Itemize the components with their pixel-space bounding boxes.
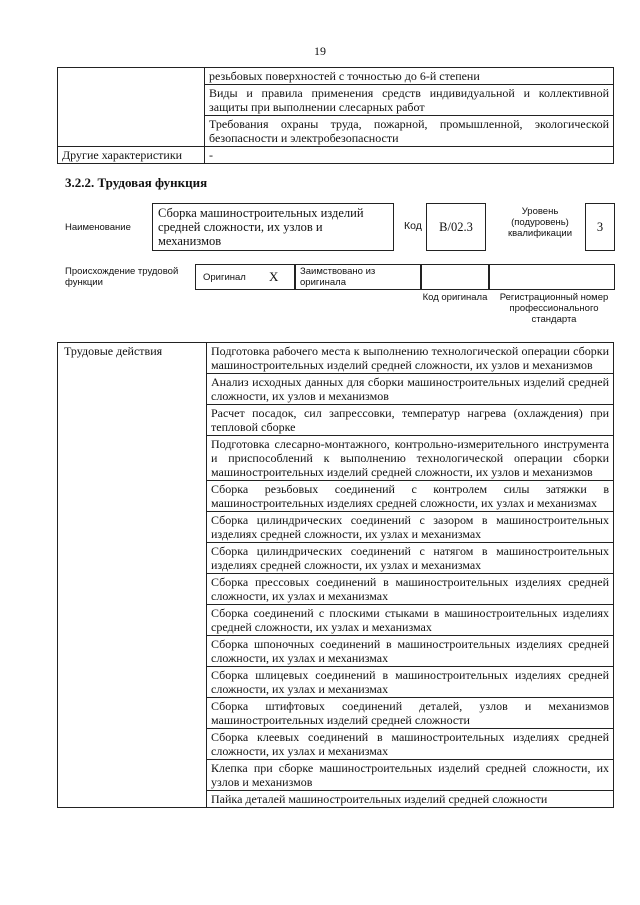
registration-number-cell xyxy=(489,264,615,290)
qualification-level-value: 3 xyxy=(585,203,615,251)
labor-action-item: Сборка соединений с плоскими стыками в машиностроительных изделиях средней сложности, их узлах и механизмах xyxy=(207,605,614,636)
labor-action-item: Сборка цилиндрических соединений с натягом в машиностроительных изделиях средней сложности, их узлах и механизмах xyxy=(207,543,614,574)
origin-label: Происхождение трудовой функции xyxy=(65,266,179,288)
code-original-cell xyxy=(421,264,489,290)
registration-number-label: Регистрационный номер профессионального стандарта xyxy=(499,292,609,325)
labor-action-item: Сборка прессовых соединений в машиностроительных изделиях средней сложности, их узлах и механизмах xyxy=(207,574,614,605)
requirements-table xyxy=(57,67,614,164)
labor-action-item: Клепка при сборке машиностроительных изделий средней сложности, их узлов и механизмов xyxy=(207,760,614,791)
empty-label-cell xyxy=(58,68,205,147)
requirement-text: Виды и правила применения средств индивидуальной и коллективной защиты при выполнении слесарных работ xyxy=(205,85,614,116)
table-row xyxy=(58,343,614,374)
requirement-text: резьбовых поверхностей с точностью до 6-й степени xyxy=(205,68,614,85)
labor-action-item: Сборка резьбовых соединений с контролем силы затяжки в машиностроительных изделиях средней сложности, их узлах и механизмах xyxy=(207,481,614,512)
requirement-text: Требования охраны труда, пожарной, промышленной, экологической безопасности и электробезопасности xyxy=(205,116,614,147)
table-row xyxy=(58,147,614,164)
labor-action-item: Расчет посадок, сил запрессовки, температур нагрева (охлаждения) при тепловой сборке xyxy=(207,405,614,436)
labor-action-item: Сборка штифтовых соединений деталей, узлов и механизмов машиностроительных изделий средней сложности xyxy=(207,698,614,729)
labor-actions-table xyxy=(57,342,614,808)
page-number: 19 xyxy=(314,44,326,58)
function-code: B/02.3 xyxy=(426,203,486,251)
labor-action-item: Пайка деталей машиностроительных изделий средней сложности xyxy=(207,791,614,808)
other-characteristics-label: Другие характеристики xyxy=(58,147,205,164)
original-cell xyxy=(195,264,295,290)
borrowed-label: Заимствовано из оригинала xyxy=(300,266,376,288)
borrowed-cell xyxy=(295,264,421,290)
section-heading: 3.2.2. Трудовая функция xyxy=(65,175,208,190)
other-characteristics-value: - xyxy=(205,147,614,164)
labor-action-item: Анализ исходных данных для сборки машиностроительных изделий средней сложности, их узлов и механизмов xyxy=(207,374,614,405)
labor-action-item: Сборка шлицевых соединений в машиностроительных изделиях средней сложности, их узлах и механизмах xyxy=(207,667,614,698)
table-row xyxy=(58,68,614,85)
code-original-label: Код оригинала xyxy=(422,292,488,303)
labor-action-item: Подготовка рабочего места к выполнению технологической операции сборки машиностроительных изделий средней сложности, их узлов и механизмов xyxy=(207,343,614,374)
labor-action-item: Сборка цилиндрических соединений с зазором в машиностроительных изделиях средней сложности, их узлах и механизмах xyxy=(207,512,614,543)
labor-action-item: Сборка шпоночных соединений в машиностроительных изделиях средней сложности, их узлах и механизмах xyxy=(207,636,614,667)
name-label: Наименование xyxy=(65,222,131,233)
original-mark: X xyxy=(269,269,279,284)
original-label: Оригинал xyxy=(203,272,246,283)
labor-actions-label: Трудовые действия xyxy=(58,343,207,808)
labor-action-item: Сборка клеевых соединений в машиностроительных изделиях средней сложности, их узлах и механизмах xyxy=(207,729,614,760)
code-label: Код xyxy=(404,220,422,232)
qualification-level-label: Уровень (подуровень) квалификации xyxy=(507,206,573,239)
labor-action-item: Подготовка слесарно-монтажного, контрольно-измерительного инструмента и приспособлений к выполнению технологической операции сборки машиностроительных изделий средней сложности, их узлов и механизмов xyxy=(207,436,614,481)
function-name: Сборка машиностроительных изделий средней сложности, их узлов и механизмов xyxy=(152,203,394,251)
